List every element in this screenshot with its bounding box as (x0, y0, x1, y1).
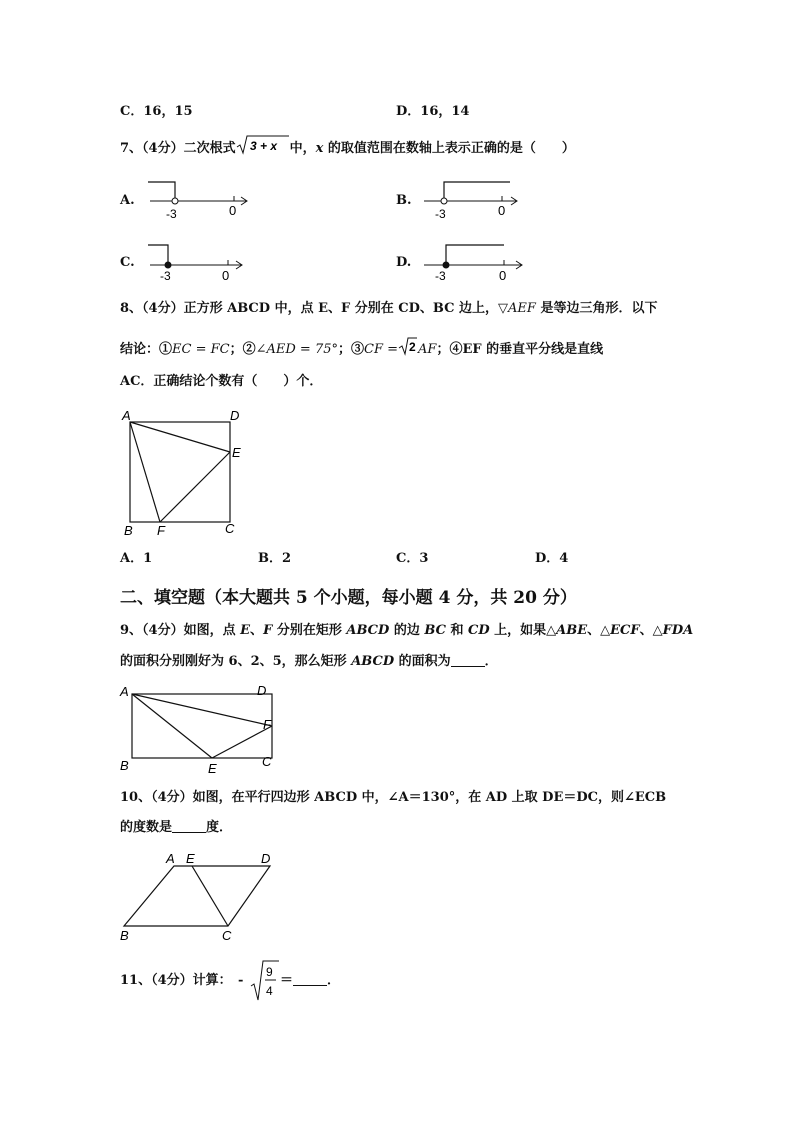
q7-d-tick-left: -3 (435, 269, 446, 283)
q9-label-b: B (120, 758, 129, 773)
q8-label-e: E (232, 445, 241, 460)
q8-square-figure (116, 404, 256, 539)
q7-stem (120, 134, 575, 163)
q8-line1-a: 8、（4分）正方形 ABCD 中，点 E、F 分别在 CD、BC 边上， (120, 301, 499, 316)
q9-and: 和 (445, 623, 468, 638)
q8-sqrt-radicand: 2 (409, 340, 416, 354)
q7-b-tick-left: -3 (435, 207, 446, 221)
q8-line2-a: 结论：① (120, 342, 173, 357)
q7-var-x: x (315, 141, 324, 156)
q8-conclusion-1: EC = FC (172, 342, 230, 357)
q8-option-c: C．3 (396, 551, 429, 566)
q9-rect-name: ABCD (346, 623, 390, 638)
triangle-symbol: ▽ (498, 301, 509, 316)
q7-c-tick-right: 0 (222, 268, 230, 283)
q7-text-a: 二次根式 (183, 141, 236, 156)
q7-numberline-c (140, 238, 250, 284)
q9-var-e: E (240, 623, 251, 638)
q7-option-b-label: B. (396, 193, 412, 208)
q10-label-a: A (166, 851, 175, 866)
q8-line2-c: ；③ (338, 342, 365, 357)
q8-label-f: F (157, 523, 165, 538)
q9-label-a: A (120, 684, 129, 699)
q10-label-b: B (120, 928, 129, 943)
q8-line-2 (120, 336, 603, 363)
q7-number: 7、 (120, 141, 143, 156)
q8-sqrt (398, 336, 418, 363)
q7-a-tick-right: 0 (229, 203, 237, 218)
q7-d-tick-right: 0 (499, 268, 507, 283)
q10-line-2 (120, 818, 232, 838)
q8-conclusion-3-a: CF = (364, 342, 399, 357)
q8-line-3: AC．正确结论个数有（ ）个． (120, 374, 323, 389)
q9-line2-a: 的面积分别刚好为 6、2、5，那么矩形 (120, 654, 352, 669)
q8-line2-d: ；④EF 的垂直平分线是直线 (436, 342, 604, 357)
q10-answer-blank[interactable] (172, 818, 206, 833)
q9-label-d: D (257, 683, 267, 698)
q9-tri-fda: FDA (662, 623, 694, 638)
q8-conclusion-3-b: AF (418, 342, 437, 357)
q9-line-1 (120, 621, 693, 641)
q9-tri-ecf: ECF (610, 623, 640, 638)
q10-label-c: C (222, 928, 232, 943)
q8-line1-b: 是等边三角形．以下 (535, 301, 658, 316)
q8-label-b: B (124, 523, 133, 538)
q8-option-b: B．2 (258, 551, 292, 566)
q9-rectangle-figure (116, 681, 286, 777)
q9-line2-c: ． (484, 654, 498, 669)
q7-score: （4分） (142, 141, 184, 156)
q11-sqrt-fraction (250, 958, 280, 1004)
q8-conclusion-2: ∠AED = 75° (255, 342, 338, 357)
q7-sqrt (236, 134, 290, 163)
q9-sep-3: 、△ (639, 623, 663, 638)
q9-tri-abe: ABE (556, 623, 588, 638)
q9-line1-a: 9、（4分）如图，点 (120, 623, 241, 638)
q8-option-d: D．4 (535, 551, 569, 566)
q7-text-c: 的取值范围在数轴上表示正确的是（ ） (323, 141, 575, 156)
q7-radicand: 3 + x (249, 139, 277, 153)
q9-sep: 、 (250, 623, 264, 638)
q10-line2-b: 度． (206, 820, 233, 835)
q8-label-d: D (230, 408, 240, 423)
q10-label-e: E (186, 851, 195, 866)
q7-option-c-label: C. (120, 255, 135, 270)
q11-end: ． (327, 973, 341, 988)
q8-option-a: A．1 (120, 551, 153, 566)
q11-answer (280, 971, 340, 991)
q8-line-1 (120, 299, 657, 319)
q9-label-c: C (262, 754, 272, 769)
q9-label-e: E (208, 761, 217, 776)
q11-minus: - (238, 973, 244, 988)
q11-denominator: 4 (266, 984, 273, 998)
q7-b-tick-right: 0 (498, 203, 506, 218)
q9-line2-b: 的面积为 (394, 654, 451, 669)
q9-sep-2: 、△ (587, 623, 611, 638)
q10-parallelogram-figure (116, 848, 286, 944)
q8-label-a: A (122, 408, 131, 423)
q9-var-f: F (263, 623, 273, 638)
q9-line1-b: 分别在矩形 (272, 623, 347, 638)
q11-numerator: 9 (266, 965, 273, 979)
q10-label-d: D (261, 851, 271, 866)
q7-numberline-a (140, 176, 255, 222)
q9-side-bc: BC (424, 623, 446, 638)
q6-option-d: D．16，14 (396, 104, 470, 119)
q11-equals: ＝ (280, 973, 294, 988)
q8-label-c: C (225, 521, 235, 536)
q10-line-1: 10、（4分）如图，在平行四边形 ABCD 中，∠A＝130°，在 AD 上取 DE＝DC，则∠ECB (120, 790, 667, 805)
q6-option-c: C．16，15 (120, 104, 193, 119)
q9-label-f: F (263, 717, 271, 732)
q8-line2-b: ；② (229, 342, 256, 357)
q11-text-a: 11、（4分）计算： (120, 973, 232, 988)
q9-side-cd: CD (468, 623, 490, 638)
q9-line-2 (120, 652, 498, 672)
q7-a-tick-left: -3 (166, 207, 177, 221)
q11-answer-blank[interactable] (293, 971, 327, 986)
q7-c-tick-left: -3 (160, 269, 171, 283)
q11-line (120, 971, 232, 991)
q7-numberline-d (420, 238, 530, 284)
q8-triangle-name: AEF (508, 301, 536, 316)
q9-answer-blank[interactable] (451, 652, 485, 667)
q9-line1-d: 上，如果△ (489, 623, 557, 638)
section-2-title: 二、填空题（本大题共 5 个小题，每小题 4 分，共 20 分） (120, 588, 577, 608)
q7-text-b: 中， (289, 141, 316, 156)
q7-option-d-label: D. (396, 255, 412, 270)
q7-option-a-label: A. (120, 193, 135, 208)
q10-line2-a: 的度数是 (120, 820, 173, 835)
q9-rect-name-2: ABCD (351, 654, 395, 669)
q7-numberline-b (420, 176, 525, 222)
q9-line1-c: 的边 (389, 623, 425, 638)
